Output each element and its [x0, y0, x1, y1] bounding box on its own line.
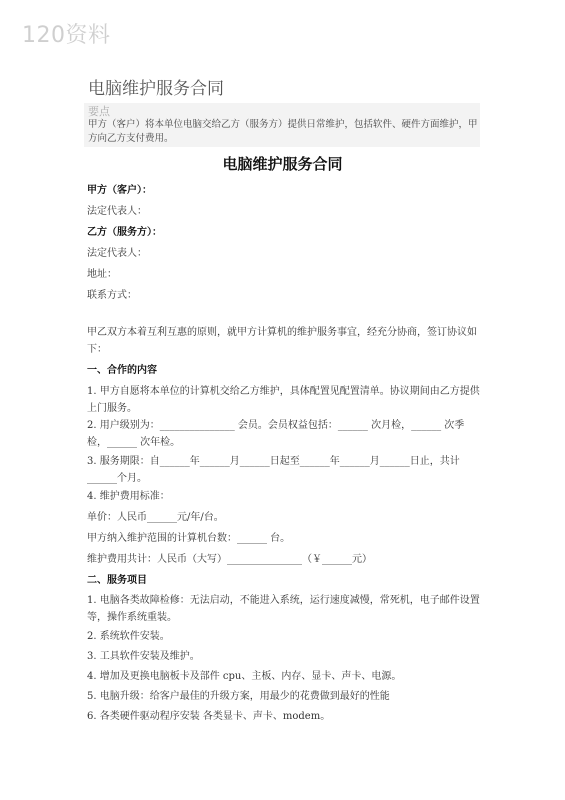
- party-b-representative: 法定代表人：: [87, 248, 147, 259]
- section-1-item-2: 2. 用户级别为：_______________ 会员。会员权益包括：______ 次月检，______ 次季检，______ 次年检。: [87, 420, 465, 448]
- computer-count: 甲方纳入维护范围的计算机台数：______ 台。: [87, 533, 291, 544]
- contract-title: 电脑维护服务合同: [222, 155, 343, 173]
- contact-field: 联系方式：: [87, 290, 137, 301]
- intro-paragraph: 甲乙双方本着互利互惠的原则，就甲方计算机的维护服务事宜，经充分协商，签订协议如下：: [87, 327, 477, 355]
- section-2-item-2: 2. 系统软件安装。: [87, 631, 170, 642]
- party-a-heading: 甲方（客户）：: [87, 185, 152, 196]
- section-2-item-3: 3. 工具软件安装及维护。: [87, 651, 200, 662]
- section-1-item-3: 3. 服务期限：自______年______月______日起至______年______月______日止，共计______个月。: [87, 456, 460, 484]
- summary-label: 要点: [88, 105, 110, 118]
- summary-text: 甲方（客户）将本单位电脑交给乙方（服务方）提供日常维护，包括软件、硬件方面维护，甲方向乙方支付费用。: [88, 119, 478, 144]
- total-fee: 维护费用共计：人民币（大写）_______________（￥______元）: [87, 554, 372, 565]
- unit-price: 单价：人民币______元/年/台。: [87, 512, 224, 523]
- document-title: 电脑维护服务合同: [88, 79, 224, 99]
- address-field: 地址：: [87, 269, 117, 280]
- section-2-item-6: 6. 各类硬件驱动程序安装 各类显卡、声卡、modem。: [87, 711, 331, 722]
- summary-box: [84, 103, 480, 147]
- party-a-representative: 法定代表人：: [87, 206, 147, 217]
- section-1-item-4: 4. 维护费用标准：: [87, 491, 170, 502]
- party-b-heading: 乙方（服务方）：: [87, 227, 162, 238]
- section-2-item-5: 5. 电脑升级：给客户最佳的升级方案，用最少的花费做到最好的性能: [87, 691, 390, 702]
- section-2-item-1: 1. 电脑各类故障检修：无法启动，不能进入系统，运行速度减慢，常死机，电子邮件设置等，操作系统重装。: [87, 595, 480, 623]
- section-2-item-4: 4. 增加及更换电脑板卡及部件 cpu、主板、内存、显卡、声卡、电源。: [87, 671, 402, 682]
- section-1-heading: 一、合作的内容: [87, 365, 157, 376]
- section-2-heading: 二、服务项目: [87, 575, 147, 586]
- watermark: 120资料: [22, 23, 111, 48]
- section-1-item-1: 1. 甲方自愿将本单位的计算机交给乙方维护，具体配置见配置清单。协议期间由乙方提供上门服务。: [87, 386, 480, 414]
